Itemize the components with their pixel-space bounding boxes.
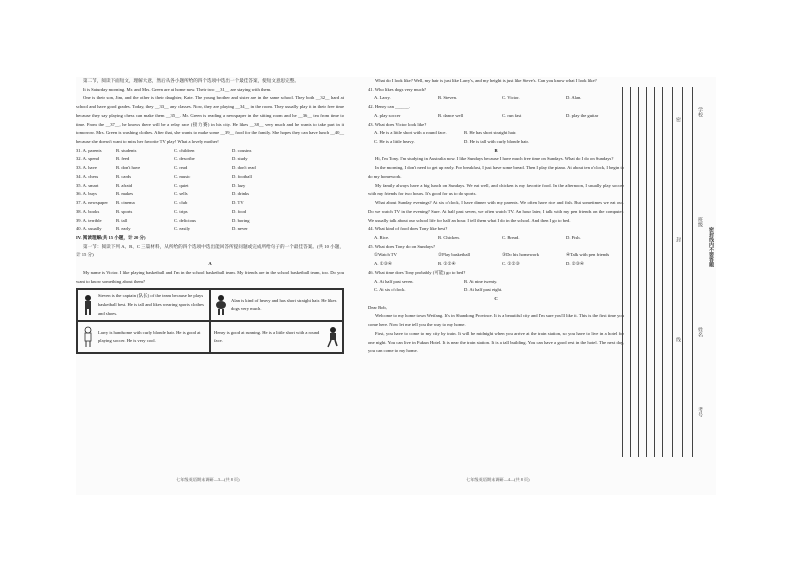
option-item: D. He is tall with curly blonde hair. — [464, 139, 529, 145]
option-item: B. don't have — [116, 165, 141, 171]
option-item: A. Larry. — [374, 95, 391, 101]
seal-char: 线 — [675, 337, 680, 342]
page-footer-right: 七年级英语期末调研—4—(共 8 页) — [466, 477, 530, 482]
passage-c — [368, 304, 624, 356]
option-row — [76, 225, 344, 234]
option-item: B. cinema — [116, 200, 135, 206]
option-item: B. At nine twenty. — [464, 278, 498, 284]
option-item: B. afraid — [116, 182, 133, 188]
option-item: C. easily — [174, 226, 191, 232]
option-item: B. dance well — [438, 112, 464, 118]
section-intro: 第二节，阅读下面短文，理解大意，然后从各小题所给的四个选项中选出一个最佳答案，使短文意思完整。 — [83, 78, 299, 83]
passage-paragraph: First, you have to come to my city by train. It will be midnight when you arrive at the train station, so you have to live in a hotel for one night. You can live in Fukun Hotel. It is near the train station. It is a tall building. You can have a good rest in the hotel. The next day, you can come to my home. — [368, 330, 624, 354]
section4-title: IV. 阅读理解(共 15 小题，计 20 分) — [76, 234, 146, 240]
option-item: C. describe — [174, 156, 195, 162]
question-options — [368, 234, 624, 243]
option-item: D. never — [232, 226, 248, 232]
option-item: 37. A. newspaper — [76, 200, 108, 206]
option-item: D. don't read — [232, 165, 256, 171]
option-row — [76, 164, 344, 173]
option-item: A. Rice. — [374, 234, 390, 240]
option-item: B. Steven. — [438, 95, 458, 101]
table-text: Henry is good at running. He is a little short with a round face. — [214, 329, 320, 344]
question-options — [368, 251, 624, 260]
left-page — [76, 77, 344, 356]
option-item: C. At six o'clock. — [374, 287, 406, 293]
question-text: 45. What does Tony do on Sundays? — [368, 243, 436, 249]
passage-paragraph: Dear Bob, — [368, 304, 387, 310]
option-item: B. early — [116, 226, 131, 232]
option-item: ①Watch TV — [374, 252, 397, 258]
question-options — [368, 260, 624, 269]
boy-figure-icon — [81, 294, 95, 316]
boy-figure-icon — [81, 326, 95, 348]
option-item: 34. A. chess — [76, 173, 99, 179]
question-text: 41. Who likes dogs very much? — [368, 86, 427, 92]
passage-c-label: C — [494, 295, 498, 301]
seal-char: 密 — [675, 117, 680, 122]
seal-char: 封 — [675, 237, 680, 242]
option-item: 31. A. parents — [76, 147, 102, 153]
option-row — [76, 155, 344, 164]
option-item: C. children — [174, 147, 195, 153]
option-item: D. At half past eight. — [464, 287, 503, 293]
question-options — [368, 112, 624, 121]
option-item: D. study — [232, 156, 248, 162]
option-item: C. He is a little heavy. — [374, 139, 415, 145]
question-text: 44. What kind of food does Tony like best? — [368, 226, 448, 232]
option-item: D. ②③④ — [566, 261, 584, 267]
boy-figure-icon — [214, 294, 228, 316]
class-label: 班级 — [697, 217, 702, 227]
questions-b — [368, 225, 624, 295]
question-options — [368, 278, 624, 295]
option-item: 38. A. books — [76, 208, 100, 214]
option-item: 32. A. spend — [76, 156, 99, 162]
option-item: D. cousins — [232, 147, 252, 153]
option-item: B. ①②④ — [438, 261, 456, 267]
option-item: C. Bread. — [502, 234, 520, 240]
option-item: B. He has short straight hair. — [464, 130, 517, 136]
option-item: 35. A. smart — [76, 182, 99, 188]
option-item: C. read — [174, 165, 188, 171]
option-row — [76, 147, 344, 156]
option-item: C. club — [174, 200, 188, 206]
option-item: B. students — [116, 147, 137, 153]
option-row — [76, 173, 344, 182]
option-item: C. Victor. — [502, 95, 520, 101]
passage-paragraph: What about Sunday evenings? At six o'clock, I have dinner with my parents. We often have rice and fish. But sometimes we eat out. Do we watch TV in the evening? Sure. At half past seven, we often watch TV. An hour later, I talk with my pen friends on the computer. We usually talk about our school life for half an hour. I tell them what I do in the school. And then I go to bed. — [368, 200, 624, 223]
option-item: C. quiet — [174, 182, 189, 188]
option-item: B. Chicken. — [438, 234, 460, 240]
option-item: C. trips — [174, 208, 188, 214]
table-cell-henry — [210, 321, 343, 353]
friends-table — [76, 288, 344, 354]
option-item: D. lazy — [232, 182, 246, 188]
option-item: B. makes — [116, 191, 134, 197]
passage-b-label: B — [494, 147, 498, 153]
option-item: ④Talk with pen friends — [566, 252, 610, 258]
exam-sheet — [76, 77, 716, 495]
option-item: A. He is a little short with a round face. — [374, 130, 447, 136]
option-row — [76, 208, 344, 217]
passage-paragraph: My family always have a big lunch on Sundays. We eat well, and chicken is my favorite food. In the afternoon, I usually play soccer with my friends for two hours. It's good for us to do sports. — [368, 182, 624, 197]
questions-a — [368, 86, 624, 147]
table-cell-larry — [77, 321, 210, 353]
option-item: 39. A. terrible — [76, 217, 102, 223]
passage-paragraph: Welcome to my home town Weifang. It's in Shandong Province. It is a beautiful city and I'm sure you'll like it. This is the first time you come here. Now let me tell you the way to my home. — [368, 313, 624, 328]
option-item: B. feed — [116, 156, 130, 162]
option-row — [76, 190, 344, 199]
option-item: D. drinks — [232, 191, 250, 197]
section4-intro: 第一节：阅读下列 A、B、C 三篇材料，从所给的四个选项中选出能回答所提问题或完成所给句子的一个最佳答案。(共 10 小题，计 15 分) — [76, 243, 344, 258]
table-text: Alan is kind of heavy and has short straight hair. He likes dogs very much. — [231, 297, 337, 312]
passage-b — [368, 155, 624, 225]
passage-a-label: A — [208, 261, 212, 267]
option-item: C. run fast — [502, 112, 522, 118]
option-row — [76, 182, 344, 191]
table-cell-alan — [210, 289, 343, 321]
passage-a-text: My name is Victor. I like playing basketball and I'm in the school basketball team. My friends are in the school basketball team, too. Do you want to know something about them? — [76, 269, 344, 284]
option-item: C. music — [174, 173, 191, 179]
question-options — [368, 129, 624, 146]
number-label: 考号 — [697, 407, 702, 417]
passage-paragraph: In the morning, I don't need to get up early. For breakfast, I just have some bread. Then I play the piano. At about ten o'clock, I begin to do my homework. — [368, 165, 625, 179]
passage-paragraph: One is their son, Jim, and the other is their daughter, Kate. The young brother and sister are in the same school. They both __32__ hard at school and have good grades. Today, they __33__ any classes. Now, they are playing __34__ in the room. They usually play it in their free time because they say playing chess can make them __35__. Mr. Green is reading a newspaper in the sitting room and he __36__ tea from time to time. From the __37__, he knows there will be a relay race (接力赛) in his city. He likes __38__ very much and he wants to take part in it tomorrow. Mrs. Green is washing clothes. After that, she wants to make some __39__ food for the family. She hopes they can have lunch __40__ because she doesn't want to miss her favorite TV play! What a lovely mother! — [76, 95, 344, 145]
option-item: C. ①②③ — [502, 261, 520, 267]
option-item: ③Do his homework — [502, 252, 540, 258]
option-item: B. cards — [116, 173, 132, 179]
question-text: 42. Henry can ______. — [368, 104, 410, 110]
option-item: D. food — [232, 208, 247, 214]
cloze-options — [76, 147, 344, 234]
table-text: Steven is the captain (队长) of the team because he plays basketball best. He is tall and likes wearing sports clothes and shoes. — [98, 293, 204, 316]
option-item: D. boring — [232, 217, 250, 223]
option-item: B. sports — [116, 208, 133, 214]
option-row — [76, 199, 344, 208]
passage-a-continued: What do I look like? Well, my hair is just like Larry's, and my height is just like Steve's. Can you know what I look like? — [375, 78, 597, 83]
runner-figure-icon — [325, 326, 339, 348]
school-label: 学校 — [697, 107, 702, 117]
option-item: D. Alan. — [566, 95, 582, 101]
question-text: 43. What does Victor look like? — [368, 121, 427, 127]
option-item: 36. A. buys — [76, 191, 97, 197]
option-item: 33. A. have — [76, 165, 97, 171]
table-cell-steven — [77, 289, 210, 321]
seal-notice: 密封线内不要答题 — [708, 227, 713, 267]
option-item: 40. A. usually — [76, 226, 102, 232]
binding-margin — [608, 87, 718, 457]
option-item: ②Play basketball — [438, 252, 471, 258]
option-item: A. At half past seven. — [374, 278, 414, 284]
name-label: 姓名 — [697, 327, 702, 337]
option-item: B. tall — [116, 217, 128, 223]
page-footer-left: 七年级英语期末调研—3—(共 8 页) — [176, 477, 240, 482]
option-item: A. play soccer — [374, 112, 401, 118]
option-item: D. play the guitar — [566, 112, 599, 118]
right-page — [368, 77, 624, 356]
question-options — [368, 94, 624, 103]
option-item: A. ①③④ — [374, 261, 392, 267]
option-item: D. football — [232, 173, 252, 179]
option-row — [76, 217, 344, 226]
cloze-passage — [76, 86, 344, 147]
passage-paragraph: It is Saturday morning. Mr. and Mrs. Green are at home now. Their two __31__ are staying with them. — [83, 86, 272, 92]
passage-paragraph: Hi, I'm Tony. I'm studying in Australia now. I like Sundays because I have much free time on Sundays. What do I do on Sundays? — [375, 156, 614, 162]
option-item: C. delicious — [174, 217, 196, 223]
option-item: D. Fish. — [566, 234, 581, 240]
option-item: C. sells — [174, 191, 188, 197]
option-item: D. TV — [232, 200, 244, 206]
table-text: Larry is handsome with curly blonde hair. He is good at playing soccer. He is very cool. — [98, 329, 201, 344]
question-text: 46. What time does Tony probably (可能) go to bed? — [368, 269, 466, 275]
